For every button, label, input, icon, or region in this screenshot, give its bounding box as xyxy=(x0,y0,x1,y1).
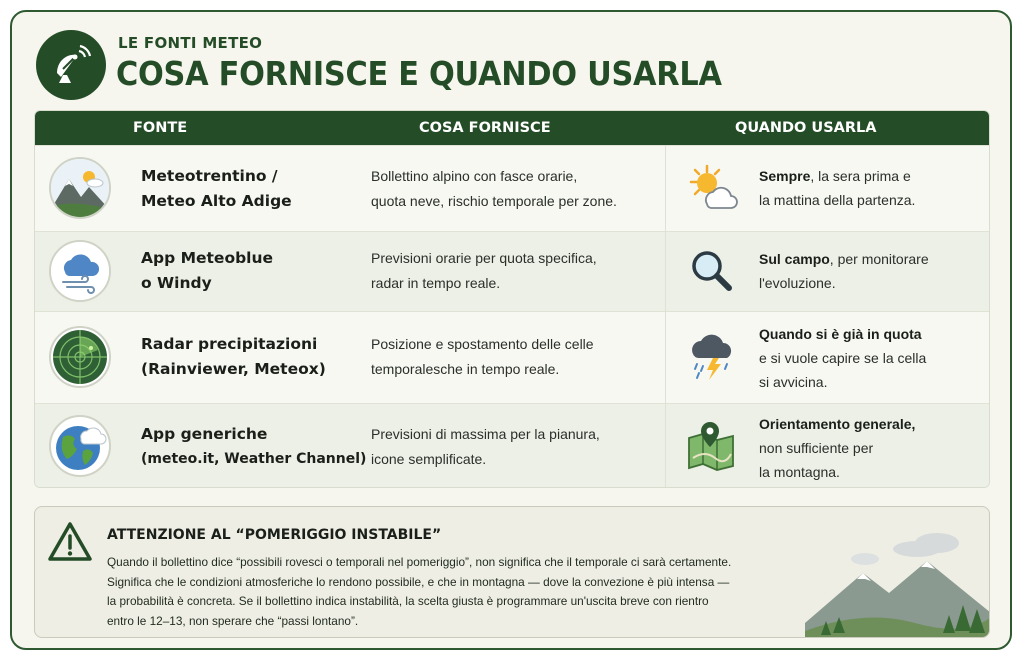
usage-hint: Sempre, la sera prima e la mattina della partenza. xyxy=(759,168,916,208)
sources-table xyxy=(34,110,990,488)
usage-hint: Quando si è già in quota e si vuole capire se la cella si avvicina. xyxy=(759,326,927,390)
table-row xyxy=(35,311,989,403)
source-name: Radar precipitazioni (Rainviewer, Meteox) xyxy=(141,335,326,378)
usage-hint: Orientamento generale, non sufficiente per la montagna. xyxy=(759,416,916,480)
table-header xyxy=(35,111,989,145)
source-description: Bollettino alpino con fasce orarie, quota neve, rischio temporale per zone. xyxy=(371,168,617,209)
source-description: Posizione e spostamento delle celle temporalesche in tempo reale. xyxy=(371,336,594,377)
source-name: App generiche (meteo.it, Weather Channel) xyxy=(141,425,367,467)
page-title: COSA FORNISCE E QUANDO USARLA xyxy=(116,54,722,93)
source-name: Meteotrentino / Meteo Alto Adige xyxy=(141,167,292,210)
globe-cloud-icon xyxy=(49,415,111,477)
table-row xyxy=(35,403,989,488)
warning-title: ATTENZIONE AL “POMERIGGIO INSTABILE” xyxy=(107,527,442,543)
usage-hint: Sul campo, per monitorare l'evoluzione. xyxy=(759,251,929,291)
source-description: Previsioni orarie per quota specifica, radar in tempo reale. xyxy=(371,250,597,291)
table-row xyxy=(35,145,989,231)
satellite-dish-icon xyxy=(36,30,106,100)
column-header-fonte: FONTE xyxy=(133,120,188,136)
column-divider xyxy=(665,145,666,488)
radar-icon xyxy=(49,326,111,388)
mountain-sun-icon xyxy=(49,157,111,219)
map-pin-icon xyxy=(685,420,739,474)
info-card xyxy=(10,10,1012,650)
table-row xyxy=(35,231,989,311)
magnifier-icon xyxy=(685,244,739,298)
source-name: App Meteoblue o Windy xyxy=(141,249,274,292)
cloud-wind-icon xyxy=(49,240,111,302)
sun-cloud-icon xyxy=(685,162,739,216)
mountains-trees-illustration xyxy=(805,513,990,638)
warning-triangle-icon xyxy=(47,521,93,563)
column-header-quando-usarla: QUANDO USARLA xyxy=(735,120,877,136)
source-description: Previsioni di massima per la pianura, icone semplificate. xyxy=(371,426,600,467)
header-kicker: LE FONTI METEO xyxy=(118,34,263,52)
column-header-cosa-fornisce: COSA FORNISCE xyxy=(419,120,551,136)
storm-cloud-icon xyxy=(685,328,739,382)
warning-text: Quando il bollettino dice “possibili rovesci o temporali nel pomeriggio”, non significa che il temporale ci sarà certamente. Significa che le condizioni atmosferiche lo rendono possibile, e che in montagna — dove la convezione è più intensa — la probabilità è concreta. Se il bollettino indica instabilità, la scelta giusta è programmare un'uscita breve con rientro entro le 12–13, non sperare che “passi lontano”. xyxy=(107,555,732,628)
warning-box xyxy=(34,506,990,638)
